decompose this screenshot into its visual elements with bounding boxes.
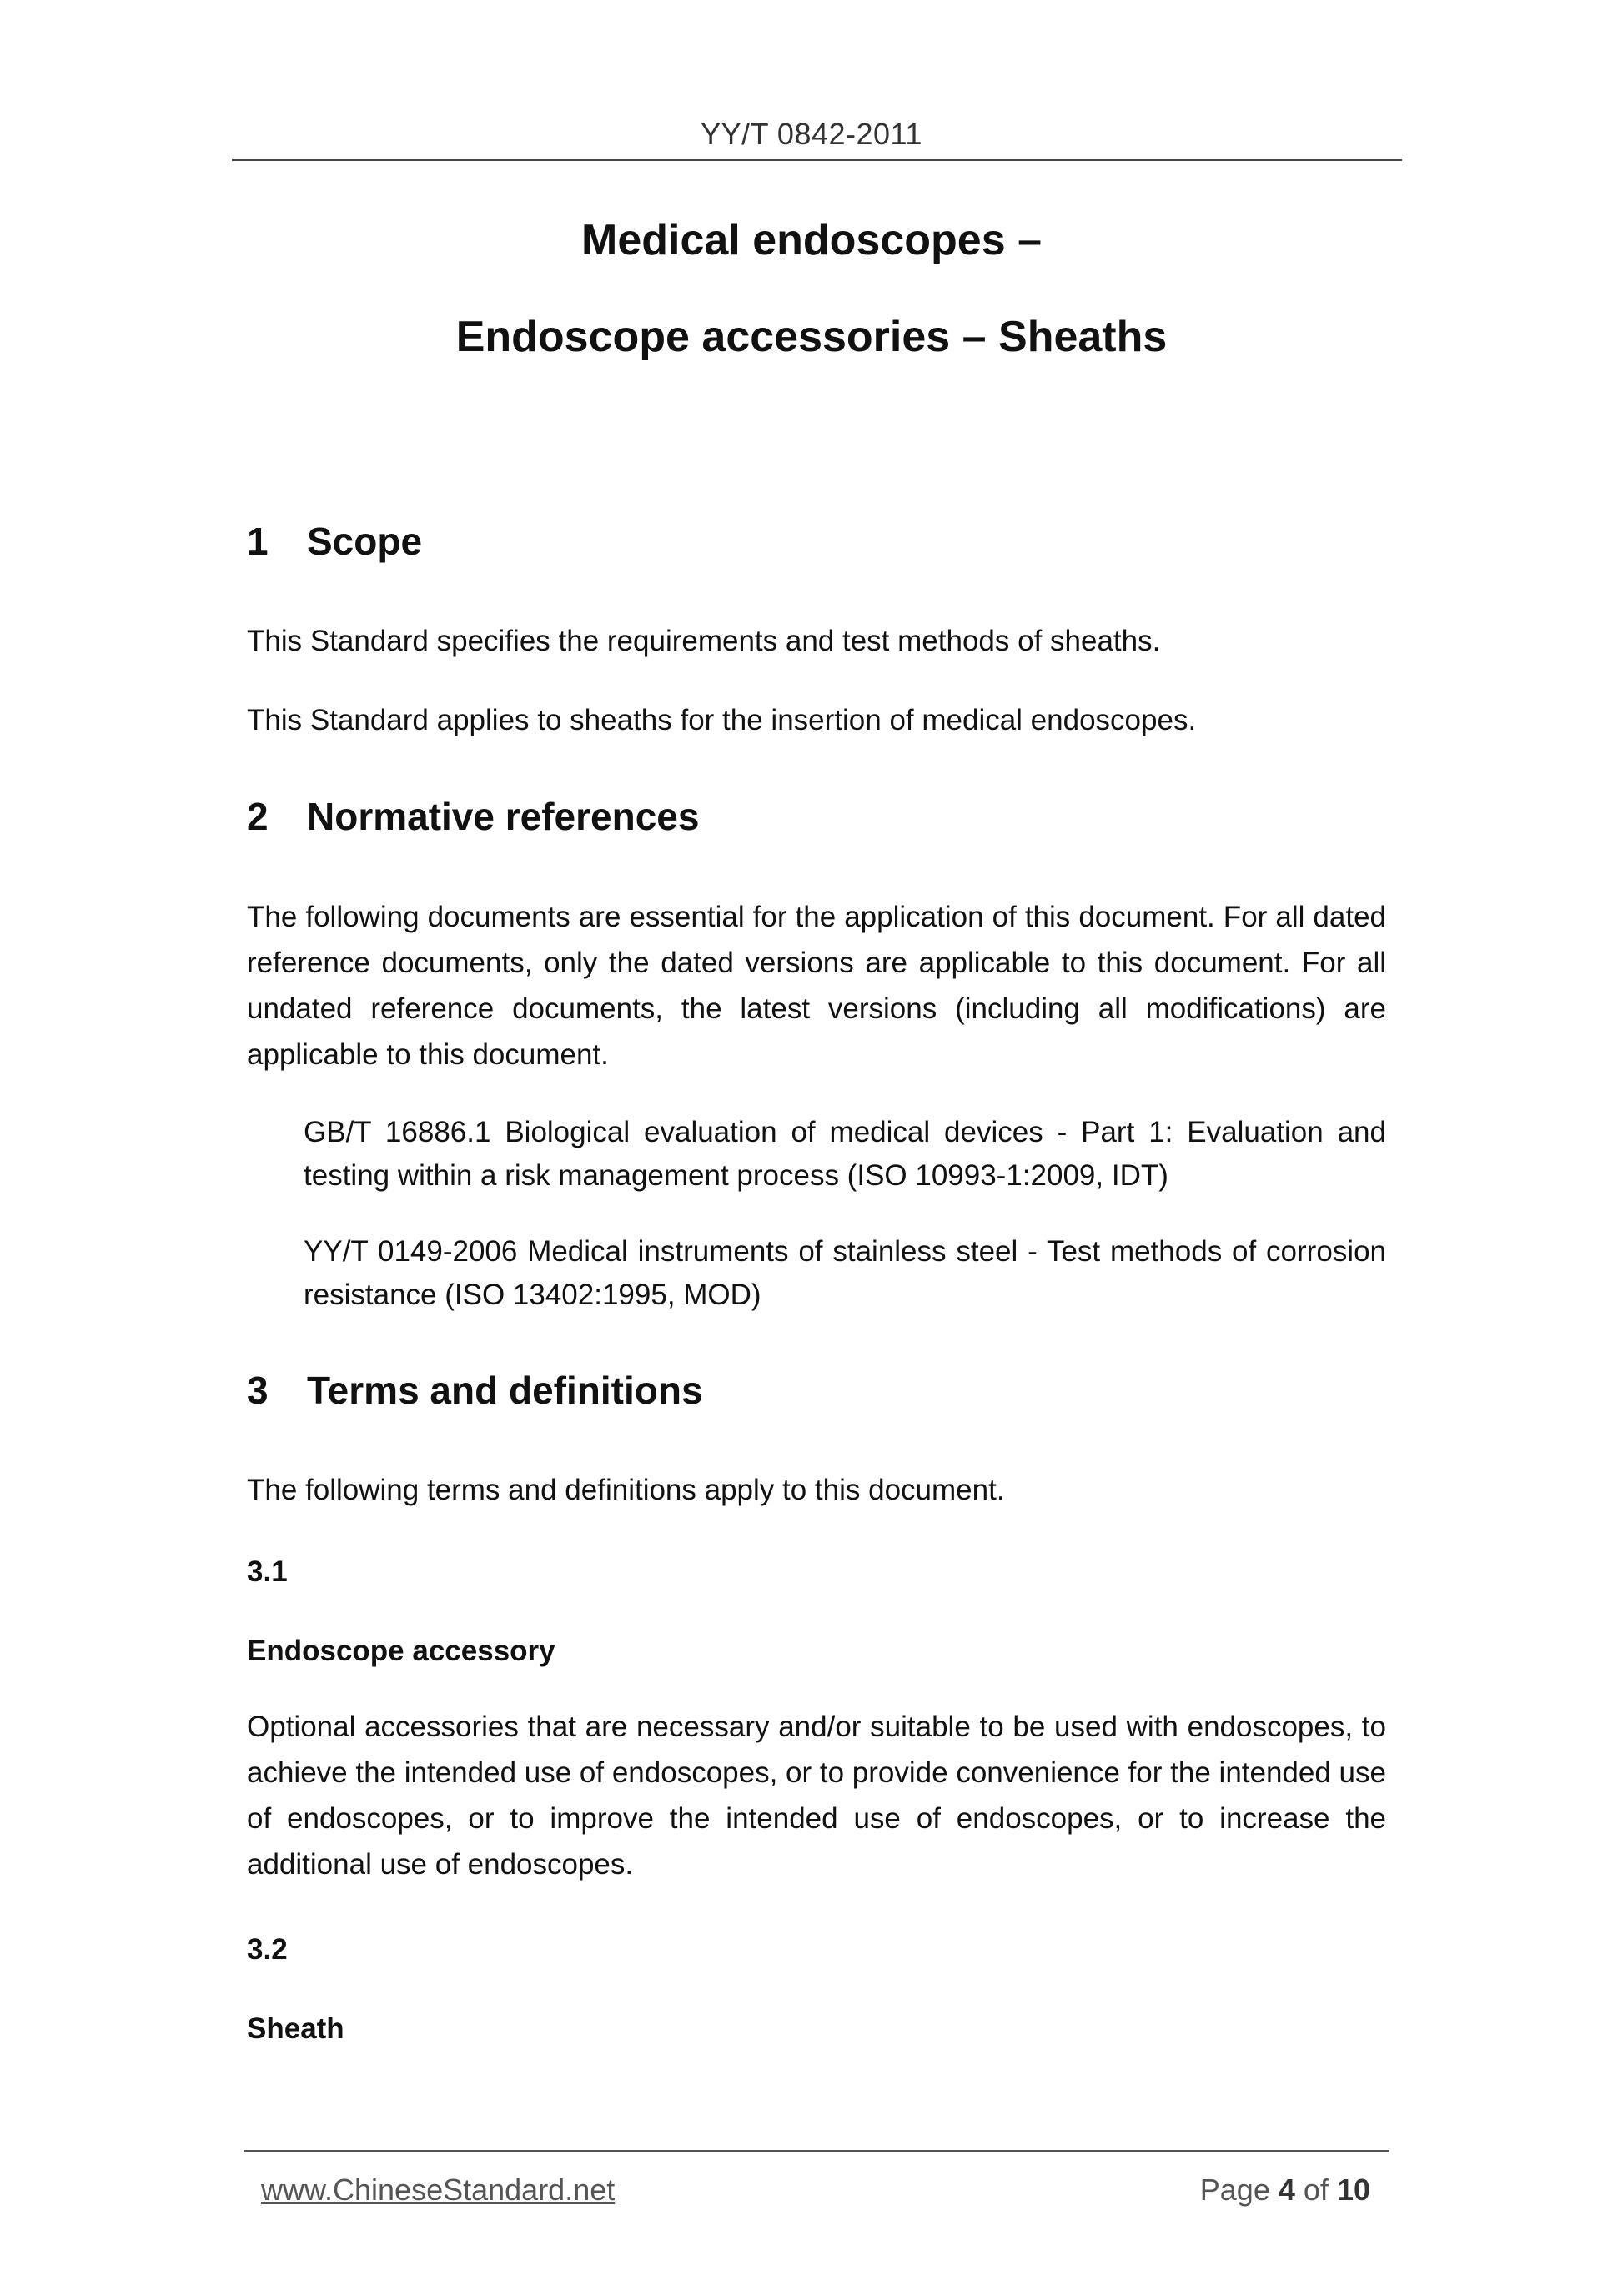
- term-name: Endoscope accessory: [247, 1635, 555, 1667]
- page-label: Page: [1199, 2173, 1270, 2207]
- header-divider: [232, 159, 1402, 161]
- term-number: 3.2: [247, 1933, 288, 1966]
- scope-paragraph-2: This Standard applies to sheaths for the insertion of medical endoscopes.: [247, 704, 1197, 736]
- section-title: Terms and definitions: [307, 1369, 703, 1412]
- section-title: Normative references: [307, 795, 700, 838]
- scope-paragraph-1: This Standard specifies the requirements and test methods of sheaths.: [247, 625, 1161, 657]
- total-pages: 10: [1336, 2173, 1370, 2207]
- term-name: Sheath: [247, 2012, 344, 2045]
- standard-code-header: YY/T 0842-2011: [701, 117, 922, 151]
- page-number: [1200, 2173, 1370, 2208]
- page-of-label: of: [1303, 2173, 1329, 2207]
- normative-references-paragraph: The following documents are essential for the application of this document. For all dated reference documents, only the dated versions are applicable to this document. For all undated reference documents, the latest versions (including all modifications) are applicable to this document.: [247, 901, 1386, 1071]
- section-heading-terms-and-definitions: [247, 1368, 703, 1413]
- footer-divider: [244, 2150, 1389, 2152]
- website-link[interactable]: www.ChineseStandard.net: [261, 2173, 616, 2207]
- document-title-line-1: Medical endoscopes –: [581, 216, 1042, 264]
- section-heading-scope: [247, 519, 422, 564]
- term-definition: Optional accessories that are necessary and/or suitable to be used with endoscopes, to achieve the intended use of endoscopes, or to provide convenience for the intended use of endoscopes, or to improve the intended use of endoscopes, or to increase the additional use of endoscopes.: [247, 1711, 1386, 1881]
- reference-item: YY/T 0149-2006 Medical instruments of stainless steel - Test methods of corrosion resistance (ISO 13402:1995, MOD): [304, 1235, 1386, 1311]
- reference-item: GB/T 16886.1 Biological evaluation of medical devices - Part 1: Evaluation and testing within a risk management process (ISO 10993-1:2009, IDT): [304, 1116, 1386, 1192]
- section-title: Scope: [307, 520, 423, 563]
- section-number: 1: [247, 520, 269, 563]
- terms-intro-paragraph: The following terms and definitions apply to this document.: [247, 1474, 1005, 1506]
- term-number: 3.1: [247, 1555, 288, 1588]
- document-title-line-2: Endoscope accessories – Sheaths: [455, 313, 1168, 361]
- section-number: 2: [247, 795, 269, 838]
- section-heading-normative-references: [247, 794, 699, 839]
- section-number: 3: [247, 1369, 269, 1412]
- current-page: 4: [1278, 2173, 1295, 2207]
